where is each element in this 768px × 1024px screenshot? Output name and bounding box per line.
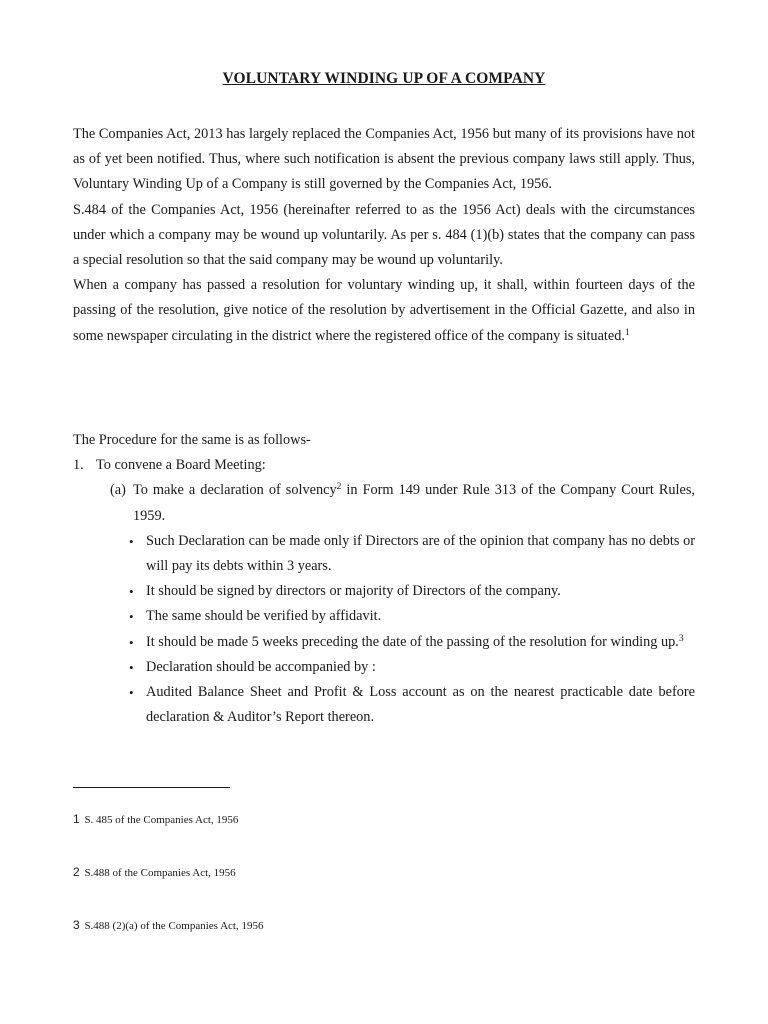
bullet-icon: •	[129, 685, 134, 701]
intro-section	[73, 122, 695, 349]
bullet-text: Such Declaration can be made only if Directors are of the opinion that company has no debts or will pay its debts within 3 years.	[146, 532, 695, 575]
procedure-intro: The Procedure for the same is as follows-	[73, 432, 311, 448]
intro-paragraph-2: S.484 of the Companies Act, 1956 (hereinafter referred to as the 1956 Act) deals with the circumstances under which a company may be wound up voluntarily. As per s. 484 (1)(b) states that the company can pass a special resolution so that the said company may be wound up voluntarily.	[73, 201, 695, 269]
bullet-text: Audited Balance Sheet and Profit & Loss account as on the nearest practicable date before declaration & Auditor’s Report thereon.	[146, 684, 695, 726]
bullet-item	[123, 579, 695, 604]
footnote-text: S. 485 of the Companies Act, 1956	[84, 814, 239, 826]
footnote-number: 3	[73, 918, 80, 932]
footnote-text: S.488 of the Companies Act, 1956	[84, 867, 236, 879]
bullet-text: The same should be verified by affidavit.	[146, 608, 382, 625]
procedure-step-1	[73, 453, 695, 478]
footnote-text: S.488 (2)(a) of the Companies Act, 1956	[84, 920, 264, 932]
footnote-ref-3[interactable]: 3	[678, 633, 684, 644]
bullet-item	[123, 604, 695, 629]
footnote-2	[73, 865, 236, 880]
sub-step-text-before: To make a declaration of solvency	[133, 482, 337, 499]
bullet-text: It should be signed by directors or majority of Directors of the company.	[146, 583, 561, 600]
procedure-section	[73, 428, 695, 730]
intro-paragraph-1: The Companies Act, 2013 has largely replaced the Companies Act, 1956 but many of its provisions have not as of yet been notified. Thus, where such notification is absent the previous company laws still apply. Thus, Voluntary Winding Up of a Company is still governed by the Companies Act, 1956.	[73, 126, 695, 193]
sub-step-text-after: in Form 149 under Rule 313 of the Company Court Rules, 1959.	[133, 482, 696, 524]
document-title: VOLUNTARY WINDING UP OF A COMPANY	[222, 70, 546, 87]
footnote-3	[73, 918, 263, 933]
procedure-step-1a	[110, 478, 695, 528]
bullet-icon: •	[129, 533, 134, 549]
footnote-1	[73, 812, 238, 827]
bullet-item	[123, 529, 695, 579]
bullet-icon: •	[129, 609, 134, 625]
bullet-text: Declaration should be accompanied by :	[146, 658, 376, 675]
declaration-bullet-list	[123, 529, 695, 731]
footnote-ref-1[interactable]: 1	[624, 327, 630, 338]
sub-step-marker: (a)	[110, 482, 126, 499]
bullet-icon: •	[129, 659, 134, 675]
bullet-icon: •	[129, 634, 134, 650]
bullet-text: It should be made 5 weeks preceding the date of the passing of the resolution for winding up.	[146, 633, 679, 650]
intro-paragraph-3-text: When a company has passed a resolution for voluntary winding up, it shall, within fourteen days of the passing of the resolution, give notice of the resolution by advertisement in the Official Gazette, and also in some newspaper circulating in the district where the registered office of the company is situated.	[73, 277, 695, 344]
footnote-number: 2	[73, 865, 80, 879]
step-number: 1.	[73, 457, 84, 474]
footnote-separator	[73, 787, 230, 788]
bullet-item	[123, 630, 695, 655]
footnote-number: 1	[73, 812, 80, 826]
footnote-ref-2[interactable]: 2	[336, 482, 342, 493]
step-text: To convene a Board Meeting:	[96, 457, 266, 474]
bullet-item	[123, 680, 695, 730]
bullet-item	[123, 655, 695, 680]
bullet-icon: •	[129, 584, 134, 600]
intro-paragraph-3	[73, 273, 695, 349]
